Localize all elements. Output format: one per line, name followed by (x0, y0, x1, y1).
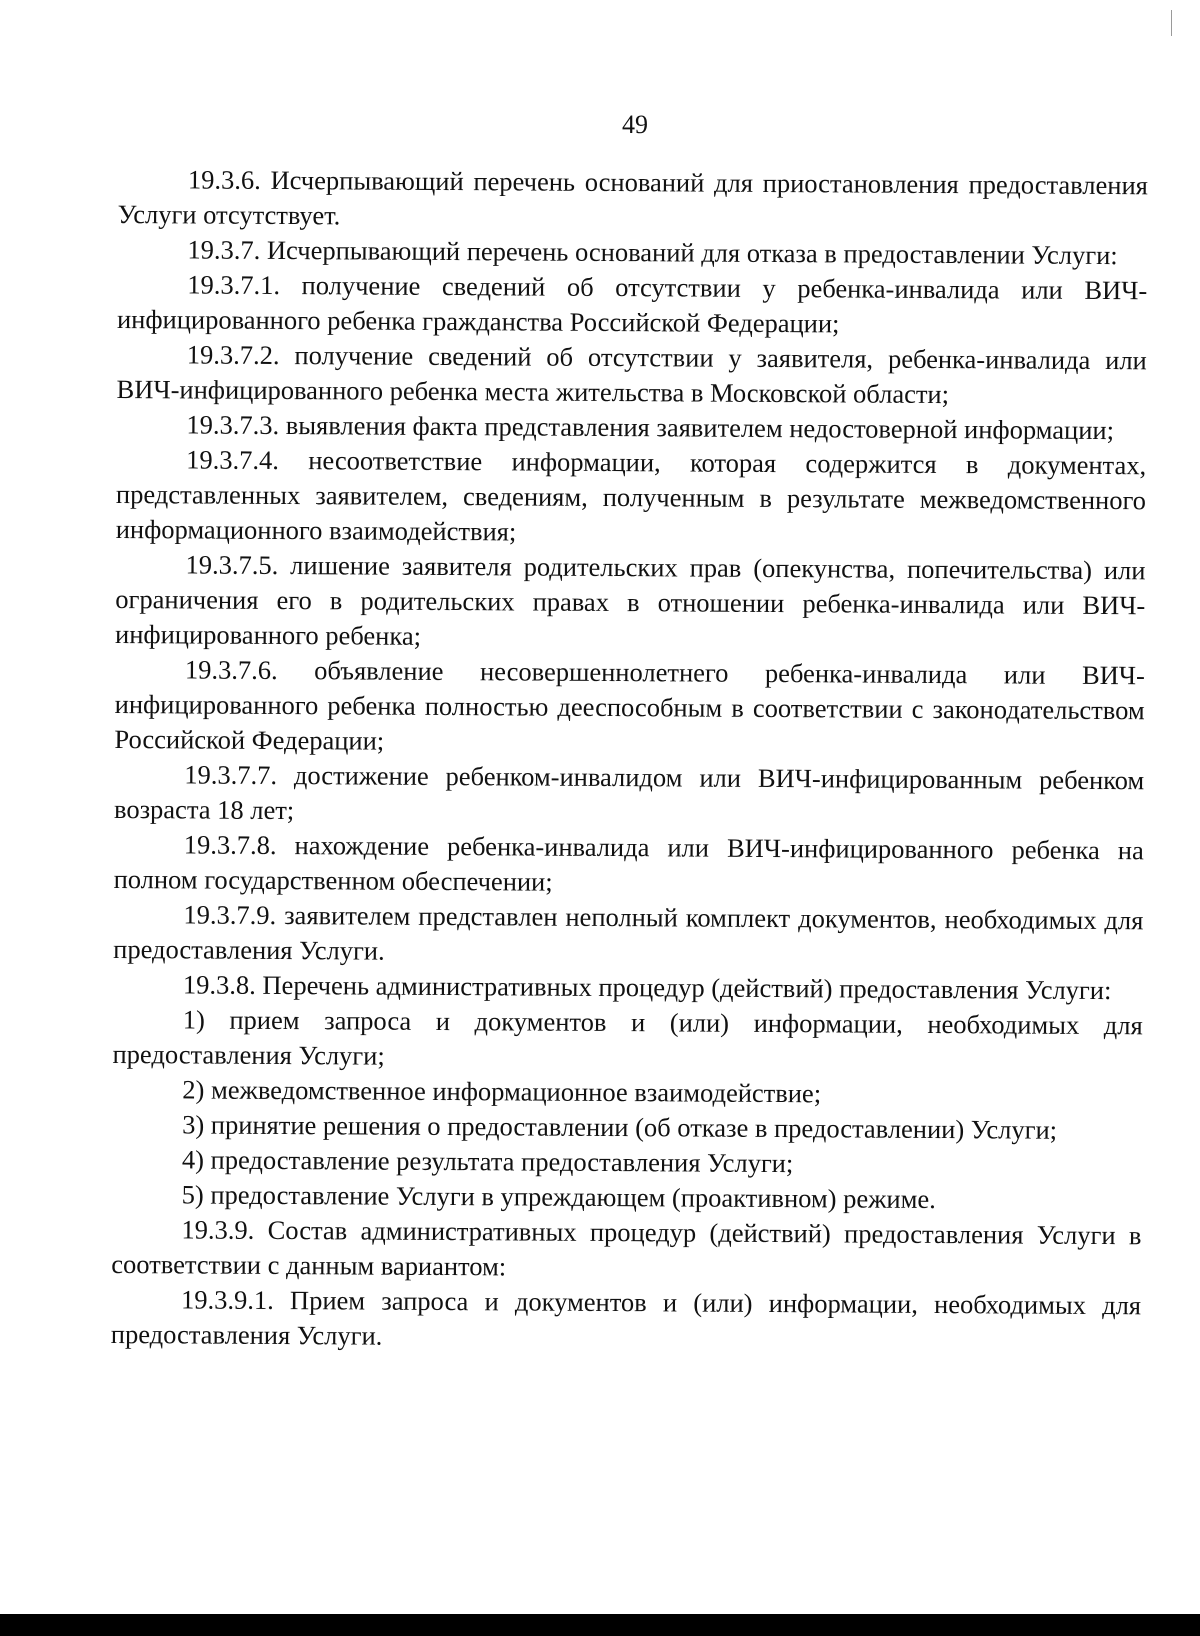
document-body (111, 162, 1148, 1358)
scan-artifact-mark (1171, 10, 1172, 36)
list-item-4: 4) предоставление результата предоставления Услуги; (181, 1144, 794, 1179)
paragraph-19-3-6: 19.3.6. Исчерпывающий перечень оснований для приостановления предоставления Услуги отсутствует. (117, 164, 1148, 231)
list-item-5: 5) предоставление Услуги в упреждающем (проактивном) режиме. (181, 1179, 936, 1215)
list-item-2: 2) межведомственное информационное взаимодействие; (182, 1074, 822, 1109)
paragraph-19-3-7-1: 19.3.7.1. получение сведений об отсутствии у ребенка-инвалида или ВИЧ-инфицированного ребенка гражданства Российской Федерации; (116, 269, 1148, 339)
paragraph-19-3-7-2: 19.3.7.2. получение сведений об отсутствии у заявителя, ребенка-инвалида или ВИЧ-инфицированного ребенка места жительства в Московской области; (116, 339, 1147, 410)
list-item-1: 1) прием запроса и документов и (или) информации, необходимых для предоставления Услуги; (112, 1004, 1143, 1071)
paragraph-19-3-9-1: 19.3.9.1. Прием запроса и документов и (или) информации, необходимых для предоставления Услуги. (110, 1284, 1142, 1351)
page-number: 49 (622, 110, 648, 139)
paragraph-19-3-7-7: 19.3.7.7. достижение ребенком-инвалидом или ВИЧ-инфицированным ребенком возраста 18 лет; (113, 759, 1145, 826)
paragraph-19-3-8: 19.3.8. Перечень административных процедур (действий) предоставления Услуги: (182, 969, 1112, 1006)
paragraph-19-3-7-4: 19.3.7.4. несоответствие информации, которая содержится в документах, представленных заявителем, сведениям, полученным в результате межведомственного информационного взаимодействия; (115, 444, 1147, 547)
paragraph-19-3-7: 19.3.7. Исчерпывающий перечень оснований для отказа в предоставлении Услуги: (187, 234, 1118, 271)
paragraph-19-3-7-5: 19.3.7.5. лишение заявителя родительских прав (опекунства, попечительства) или ограничения его в родительских правах в отношении ребенка-инвалида или ВИЧ-инфицированного ребенка; (115, 549, 1146, 651)
scan-bottom-edge (0, 1614, 1200, 1636)
list-item-3: 3) принятие решения о предоставлении (об отказе в предоставлении) Услуги; (182, 1109, 1058, 1145)
paragraph-19-3-7-9: 19.3.7.9. заявителем представлен неполный комплект документов, необходимых для предоставления Услуги. (113, 899, 1144, 966)
paragraph-19-3-7-8: 19.3.7.8. нахождение ребенка-инвалида или ВИЧ-инфицированного ребенка на полном государственном обеспечении; (113, 829, 1144, 897)
paragraph-19-3-7-3: 19.3.7.3. выявления факта представления заявителем недостоверной информации; (186, 409, 1115, 446)
paragraph-19-3-9: 19.3.9. Состав административных процедур (действий) предоставления Услуги в соответствии с данным вариантом: (111, 1214, 1142, 1282)
paragraph-19-3-7-6: 19.3.7.6. объявление несовершеннолетнего ребенка-инвалида или ВИЧ-инфицированного ребенка полностью дееспособным в соответствии с законодательством Российской Федерации; (114, 654, 1145, 756)
